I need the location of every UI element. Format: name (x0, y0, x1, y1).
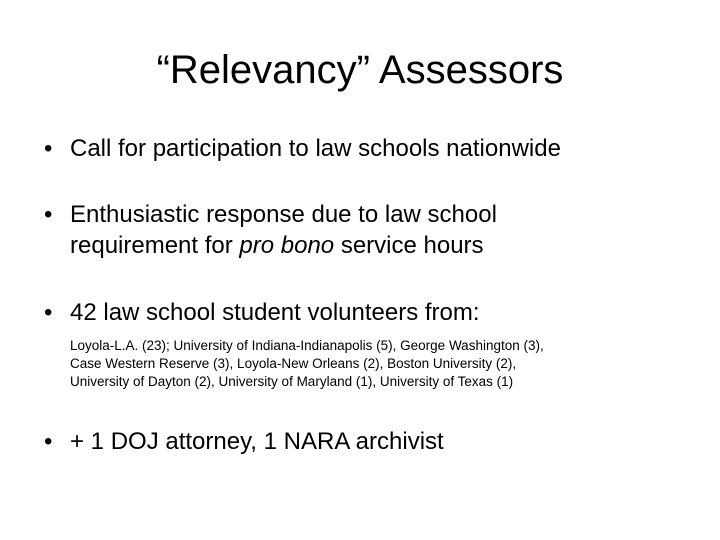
slide-title: “Relevancy” Assessors (156, 48, 564, 92)
bullet-text-italic-pro-bono: pro bono (239, 232, 335, 259)
bullet-text: + 1 DOJ attorney, 1 NARA archivist (70, 428, 444, 455)
bullet-marker: • (44, 299, 53, 326)
bullet-marker: • (44, 135, 53, 162)
bullet-marker: • (44, 201, 53, 228)
bullet-text (70, 199, 497, 261)
volunteer-schools-line: University of Dayton (2), University of Maryland (1), University of Texas (1) (70, 374, 514, 389)
bullet-text-line1: Enthusiastic response due to law school (70, 201, 497, 228)
bullet-text: 42 law school student volunteers from: (70, 299, 480, 326)
volunteer-schools-line: Case Western Reserve (3), Loyola-New Orleans (2), Boston University (2), (70, 356, 517, 371)
bullet-text-line2-after: service hours (334, 232, 484, 259)
volunteer-schools-line: Loyola-L.A. (23); University of Indiana-Indianapolis (5), George Washington (3), (70, 338, 544, 353)
bullet-text-line2-before: requirement for (70, 232, 240, 259)
bullet-marker: • (44, 428, 53, 455)
volunteer-schools-list (70, 337, 544, 391)
bullet-text: Call for participation to law schools nationwide (70, 135, 561, 162)
